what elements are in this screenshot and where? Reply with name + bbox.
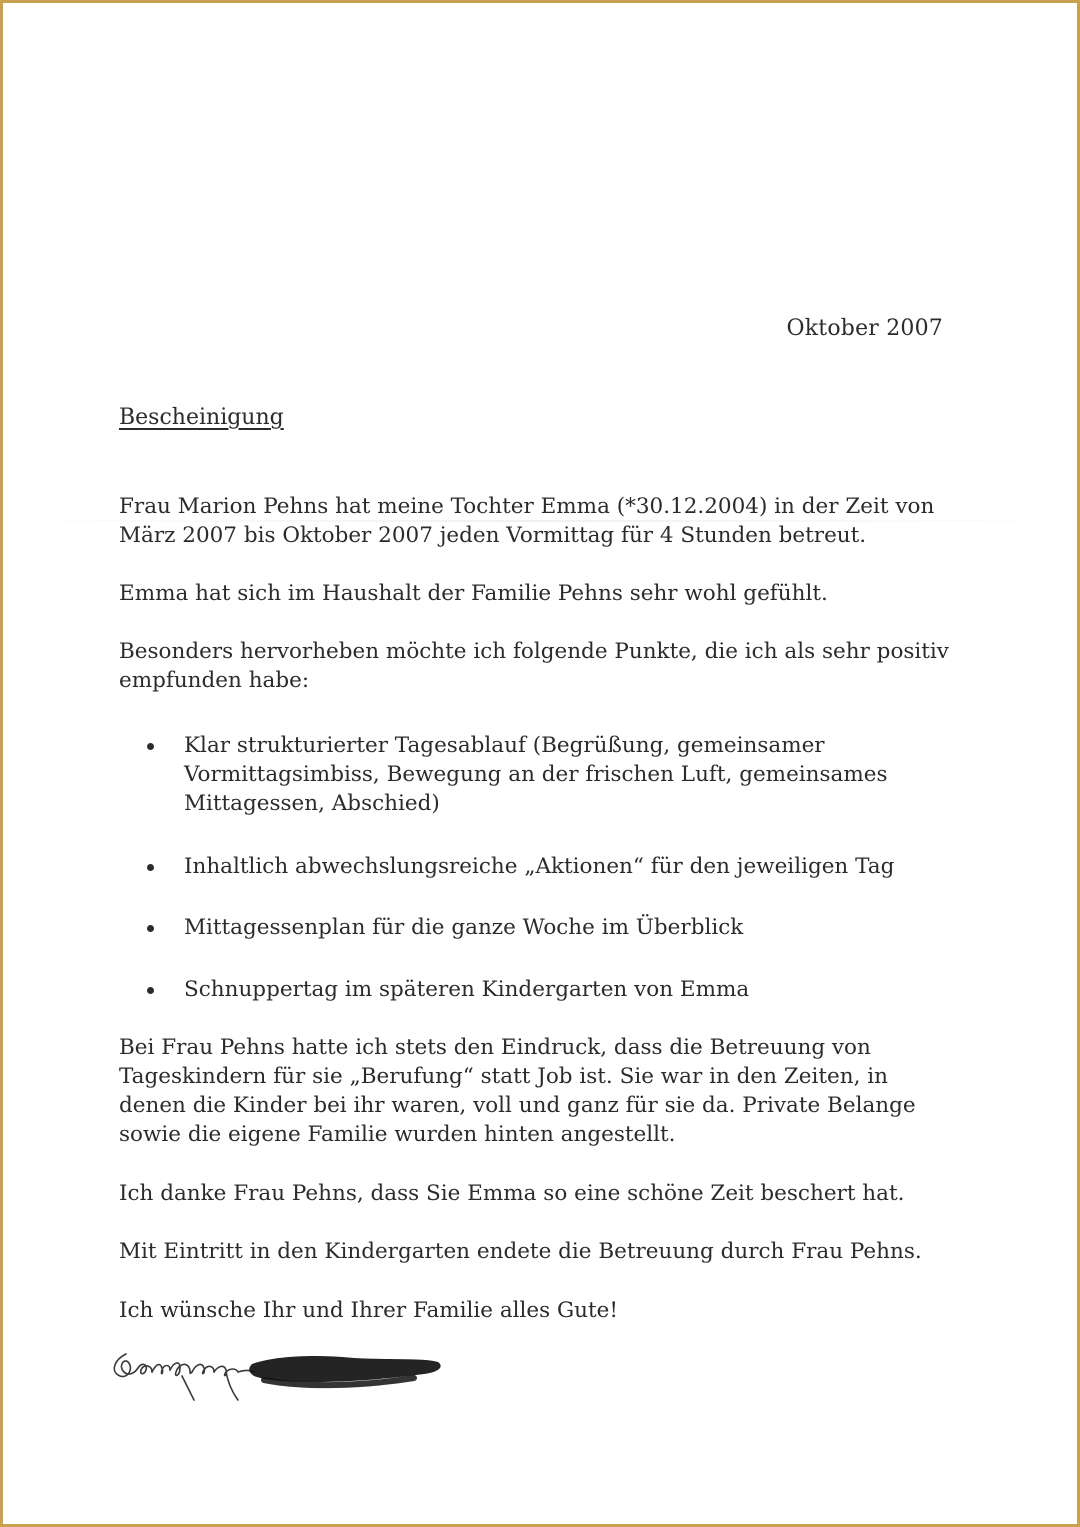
- highlights-intro-line: Besonders hervorheben möchte ich folgende Punkte, die ich als sehr positiv: [119, 639, 949, 664]
- intro-line: März 2007 bis Oktober 2007 jeden Vormittag für 4 Stunden betreut.: [119, 523, 867, 548]
- signature: [104, 1342, 464, 1412]
- bullet-icon: [147, 925, 154, 932]
- highlight-point-text: [184, 913, 904, 942]
- letter-subject: Bescheinigung: [119, 405, 284, 430]
- handwritten-signature-icon: [114, 1354, 254, 1400]
- ending-paragraph: Mit Eintritt in den Kindergarten endete die Betreuung durch Frau Pehns.: [119, 1239, 922, 1264]
- highlights-intro-line: empfunden habe:: [119, 668, 310, 693]
- wishes-paragraph: Ich wünsche Ihr und Ihrer Familie alles Gute!: [119, 1298, 619, 1323]
- intro-line: Frau Marion Pehns hat meine Tochter Emma (*30.12.2004) in der Zeit von: [119, 494, 935, 519]
- highlight-point-line: Mittagessenplan für die ganze Woche im Überblick: [184, 915, 744, 940]
- bullet-icon: [147, 987, 154, 994]
- intro-paragraph: [119, 492, 959, 550]
- highlight-point-line: Inhaltlich abwechslungsreiche „Aktionen“ für den jeweiligen Tag: [184, 854, 895, 879]
- highlight-point-text: [184, 975, 904, 1004]
- highlight-point-line: Schnuppertag im späteren Kindergarten von Emma: [184, 977, 750, 1002]
- impression-paragraph: [119, 1033, 959, 1149]
- letter-date: Oktober 2007: [786, 316, 943, 341]
- impression-line: denen die Kinder bei ihr waren, voll und ganz für sie da. Private Belange: [119, 1093, 916, 1118]
- highlight-point-line: Klar strukturierter Tagesablauf (Begrüßung, gemeinsamer: [184, 733, 825, 758]
- letter-body: [119, 492, 959, 724]
- impression-line: sowie die eigene Familie wurden hinten angestellt.: [119, 1122, 676, 1147]
- bullet-icon: [147, 743, 154, 750]
- highlight-point-line: Mittagessen, Abschied): [184, 791, 440, 816]
- impression-line: Bei Frau Pehns hatte ich stets den Eindruck, dass die Betreuung von: [119, 1035, 871, 1060]
- highlight-point-text: [184, 852, 904, 881]
- highlights-intro-paragraph: [119, 637, 959, 695]
- bullet-icon: [147, 864, 154, 871]
- wellbeing-paragraph: Emma hat sich im Haushalt der Familie Pehns sehr wohl gefühlt.: [119, 581, 828, 606]
- highlight-point-text: [184, 731, 904, 818]
- impression-line: Tageskindern für sie „Berufung“ statt Job ist. Sie war in den Zeiten, in: [119, 1064, 888, 1089]
- highlight-point-line: Vormittagsimbiss, Bewegung an der frischen Luft, gemeinsames: [184, 762, 888, 787]
- thanks-paragraph: Ich danke Frau Pehns, dass Sie Emma so eine schöne Zeit beschert hat.: [119, 1181, 905, 1206]
